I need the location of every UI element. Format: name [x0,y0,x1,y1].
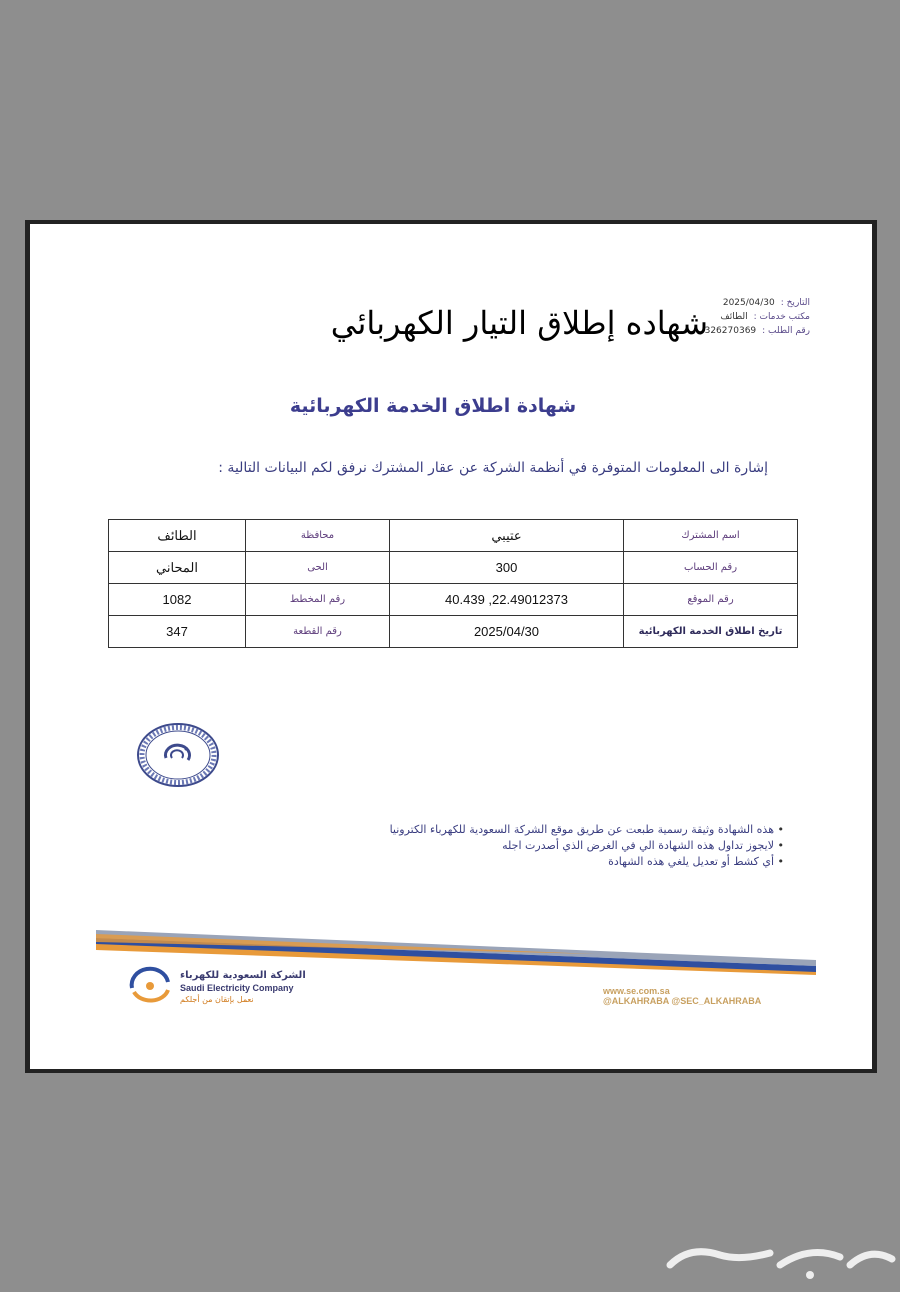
table-value-cell: 300 [390,552,624,584]
certificate-page [25,220,877,1073]
table-label-cell: رقم الموقع [624,584,798,616]
office-label: مكتب خدمات : [753,312,810,322]
table-label-cell: محافظة [246,520,390,552]
table-row [109,520,798,552]
request-value: 326270369 [704,326,757,336]
company-tagline: نعمل بإتقان من أجلكم [180,995,254,1004]
table-label-cell: الحى [246,552,390,584]
table-value-cell: 347 [109,616,246,648]
website-link[interactable]: www.se.com.sa [603,986,670,996]
company-name-en: Saudi Electricity Company [180,983,294,993]
footer-web [603,986,833,1006]
haraj-watermark-icon [660,1225,900,1285]
table-value-cell: المحاني [109,552,246,584]
table-value-cell: الطائف [109,520,246,552]
certificate-title: شهادة اطلاق الخدمة الكهربائية [289,395,577,417]
overlay-title: شهاده إطلاق التيار الكهربائي [330,304,708,342]
office-value: الطائف [720,312,748,322]
table-value-cell: 2025/04/30 [390,616,624,648]
company-seal-icon [136,722,220,788]
table-row [109,616,798,648]
notes-list [324,822,784,870]
table-label-cell: تاريخ اطلاق الخدمة الكهربائية [624,616,798,648]
table-label-cell: اسم المشترك [624,520,798,552]
table-label-cell: رقم المخطط [246,584,390,616]
table-row [109,584,798,616]
note-item: • لايجوز تداول هذه الشهادة الي في الغرض الذي أصدرت اجله [324,838,784,854]
table-label-cell: رقم القطعة [246,616,390,648]
header-meta [705,296,810,338]
table-value-cell: عتيبي [390,520,624,552]
note-item: • أي كشط أو تعديل يلغي هذه الشهادة [324,854,784,870]
date-label: التاريخ : [780,298,810,308]
company-logo [124,962,334,1012]
table-value-cell: 1082 [109,584,246,616]
note-item: • هذه الشهادة وثيقة رسمية طبعت عن طريق موقع الشركة السعودية للكهرباء الكترونيا [324,822,784,838]
company-logo-icon [124,962,176,1006]
table-row [109,552,798,584]
info-table [108,519,798,648]
table-value-cell: 22.49012373, 40.439 [390,584,624,616]
request-label: رقم الطلب : [762,326,810,336]
social-handles: @ALKAHRABA @SEC_ALKAHRABA [603,996,762,1006]
intro-text: إشارة الى المعلومات المتوفرة في أنظمة الشركة عن عقار المشترك نرفق لكم البيانات التالية : [218,460,768,476]
date-value: 2025/04/30 [722,298,775,308]
table-label-cell: رقم الحساب [624,552,798,584]
company-name-ar: الشركة السعودية للكهرباء [180,970,306,981]
